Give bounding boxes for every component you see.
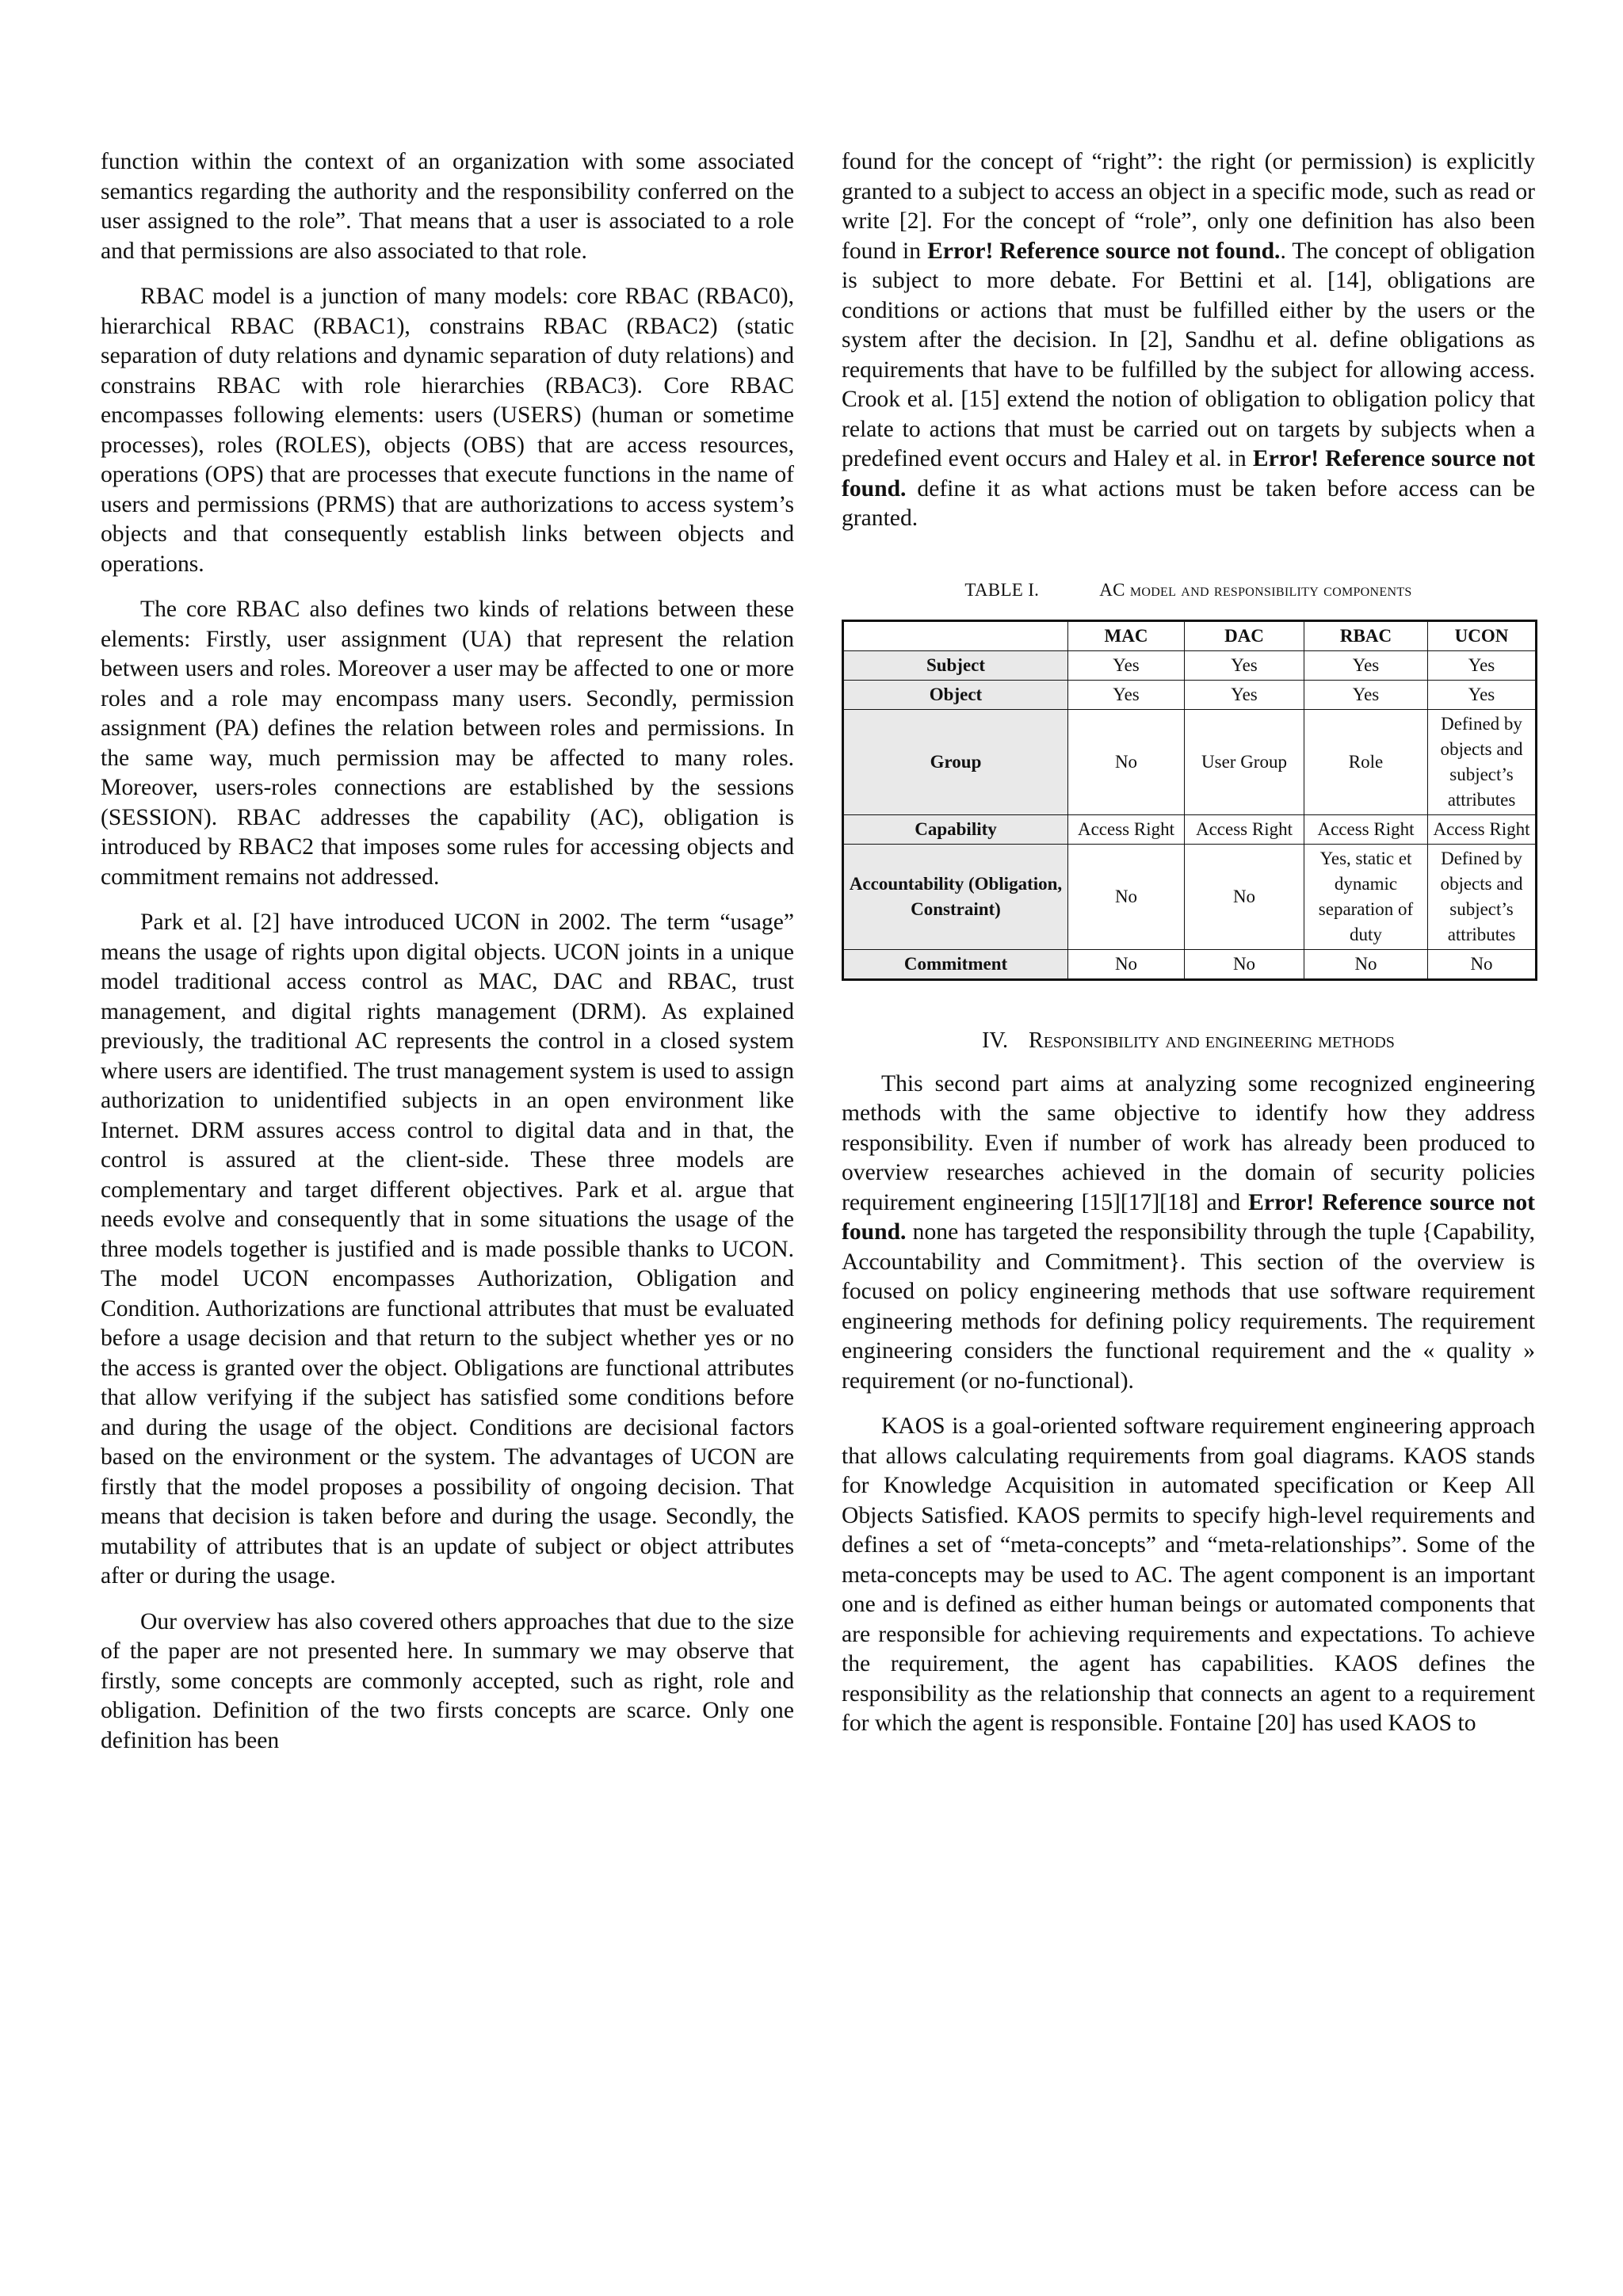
table-cell: Access Right [1185,814,1304,844]
table-row [843,650,1537,680]
table-cell: Yes [1428,650,1537,680]
table-row [843,814,1537,844]
reference-error: Error! Reference source not found. [842,446,1535,502]
table-row [843,709,1537,814]
table-row-header: Object [843,680,1068,709]
table-column-header: UCON [1428,620,1537,650]
table-column-header: MAC [1068,620,1185,650]
table-title: AC model and responsibility components [1099,579,1412,600]
table-row-header: Commitment [843,949,1068,979]
text-span: none has targeted the responsibility through the tuple {Capability, Accountability and Commitment}. This section of the overview is focused on policy engineering methods that use software requirement engineering methods for defining policy requirements. The requirement engineering considers the functional requirement and the « quality » requirement (or no-functional). [842,1219,1535,1394]
table-row [843,680,1537,709]
table-row-header: Accountability (Obligation, Constraint) [843,844,1068,949]
table-column-header: DAC [1185,620,1304,650]
right-paragraph-3: KAOS is a goal-oriented software requirement engineering approach that allows calculating requirements from goal diagrams. KAOS stands for Knowledge Acquisition in automated specification or Keep All Objects Satisfied. KAOS permits to specify high-level requirements and defines a set of “meta-concepts” and “meta-relationships”. Some of the meta-concepts may be used to AC. The agent component is an important one and is defined as either human beings or automated components that are responsible for achieving requirements and expectations. To achieve the requirement, the agent has capabilities. KAOS defines the responsibility as the relationship that connects an agent to a requirement for which the agent is responsible. Fontaine [20] has used KAOS to [842,1413,1535,1736]
table-cell: Access Right [1304,814,1428,844]
left-paragraph-5: Our overview has also covered others approaches that due to the size of the paper are not presented here. In summary we may observe that firstly, some concepts are commonly accepted, such as right, role and obligation. Definition of the two firsts concepts are scarce. Only one definition has been [101,1608,794,1753]
table-cell: No [1068,844,1185,949]
table-cell: Role [1304,709,1428,814]
reference-error: Error! Reference source not found. [927,238,1281,264]
table-cell: Yes [1068,680,1185,709]
table-cell: Access Right [1428,814,1537,844]
left-paragraph-4: Park et al. [2] have introduced UCON in 2002. The term “usage” means the usage of rights upon digital objects. UCON joints in a unique model traditional access control as MAC, DAC and RBAC, trust management, and digital rights management (DRM). As explained previously, the traditional AC represents the control in a closed system where users are identified. The trust management system is used to assign authorization to unidentified subjects in an open environment like Internet. DRM assures access control to digital data and in that, the control is assured at the client-side. These three models are complementary and target different objectives. Park et al. argue that needs evolve and consequently that in some situations the usage of the three models together is justified and is made possible thanks to UCON. The model UCON encompasses Authorization, Obligation and Condition. Authorizations are functional attributes that must be evaluated before a usage decision and that return to the subject whether yes or no the access is granted over the object. Obligations are functional attributes that allow verifying if the subject has satisfied some conditions before and during the usage of the object. Conditions are decisional factors based on the environment or the system. The advantages of UCON are firstly that the model proposes a possibility of ongoing decision. That means that decision is taken before and during the usage. Secondly, the mutability of attributes that is an update of subject or object attributes after or during the usage. [101,910,794,1589]
section-heading [842,1027,1535,1055]
table-cell: User Group [1185,709,1304,814]
table-corner-cell [843,620,1068,650]
table-cell: Defined by objects and subject’s attributes [1428,844,1537,949]
table-cell: No [1068,709,1185,814]
text-span: This second part aims at analyzing some recognized engineering methods with the same objective to identify how they address responsibility. Even if number of work has already been produced to overview researches achieved in the domain of security policies requirement engineering [15][17][18] and [842,1070,1535,1215]
left-paragraph-3: The core RBAC also defines two kinds of relations between these elements: Firstly, user assignment (UA) that represent the relation between users and roles. Moreover a user may be affected to one or more roles and a role may encompass many users. Secondly, permission assignment (PA) defines the relation between roles and permissions. In the same way, much permission may be affected to many roles. Moreover, users-roles connections are established by the sessions (SESSION). RBAC addresses the capability (AC), obligation is introduced by RBAC2 that imposes some rules for accessing objects and commitment remains not addressed. [101,597,794,890]
reference-error: Error! Reference source not found. [842,1189,1535,1245]
table-row-header: Group [843,709,1068,814]
ac-responsibility-table [842,620,1537,981]
text-span: found for the concept of “right”: the right (or permission) is explicitly granted to a subject to access an object in a specific mode, such as read or write [2]. For the concept of “role”, only one definition has also been found in [842,149,1535,264]
left-paragraph-2: RBAC model is a junction of many models: core RBAC (RBAC0), hierarchical RBAC (RBAC1), constrains RBAC (RBAC2) (static separation of duty relations and dynamic separation of duty relations) and constrains RBAC with role hierarchies (RBAC3). Core RBAC encompasses following elements: users (USERS) (human or sometime processes), roles (ROLES), objects (OBS) that are access resources, operations (OPS) that are processes that execute functions in the name of users and permissions (PRMS) that are authorizations to access system’s objects and that consequently establish links between objects and operations. [101,284,794,577]
table-cell: Defined by objects and subject’s attributes [1428,709,1537,814]
table-label: TABLE I. [964,579,1040,600]
left-column [101,147,794,1772]
table-cell: No [1428,949,1537,979]
table-row-header: Subject [843,650,1068,680]
table-cell: Yes [1068,650,1185,680]
text-span: define it as what actions must be taken before access can be granted. [842,475,1535,531]
table-cell: Yes [1428,680,1537,709]
table-caption [842,578,1535,602]
table-row [843,844,1537,949]
table-row [843,949,1537,979]
table-cell: No [1068,949,1185,979]
right-paragraph-2 [842,1070,1535,1397]
right-column [842,147,1535,1755]
table-cell: Yes, static et dynamic separation of duty [1304,844,1428,949]
table-cell: No [1185,949,1304,979]
table-cell: Yes [1304,680,1428,709]
table-column-header: RBAC [1304,620,1428,650]
right-paragraph-1 [842,147,1535,534]
table-cell: Yes [1185,650,1304,680]
section-number: IV. [982,1028,1009,1053]
table-cell: No [1185,844,1304,949]
table-cell: No [1304,949,1428,979]
table-row-header: Capability [843,814,1068,844]
table-cell: Access Right [1068,814,1185,844]
section-title: Responsibility and engineering methods [1029,1028,1395,1053]
table-header-row [843,620,1537,650]
text-span: . The concept of obligation is subject to more debate. For Bettini et al. [14], obligations are conditions or actions that must be fulfilled either by the users or the system after the decision. In [2], Sandhu et al. define obligations as requirements that have to be fulfilled by the subject for allowing access. Crook et al. [15] extend the notion of obligation to obligation policy that relate to actions that must be carried out on targets by subjects when a predefined event occurs and Haley et al. in [842,238,1535,471]
table-cell: Yes [1185,680,1304,709]
table-cell: Yes [1304,650,1428,680]
left-paragraph-1: function within the context of an organization with some associated semantics regarding the authority and the responsibility conferred on the user assigned to the role”. That means that a user is associated to a role and that permissions are also associated to that role. [101,149,794,264]
